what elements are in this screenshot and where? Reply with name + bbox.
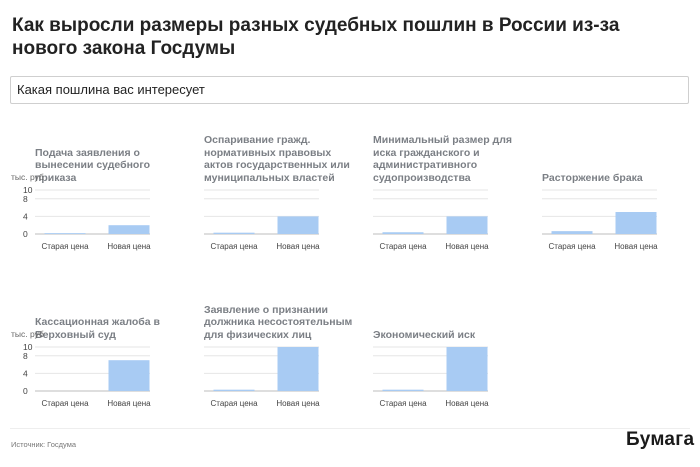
fee-type-select[interactable]: Какая пошлина вас интересует (10, 76, 689, 104)
chart-title: Подача заявления о вынесении судебного приказа (35, 146, 150, 184)
x-tick-label: Новая цена (614, 242, 658, 251)
bar (383, 390, 424, 391)
chart-plot (202, 184, 362, 274)
y-tick-label: 4 (23, 368, 28, 379)
chart-svg (202, 184, 362, 274)
y-tick-label: 4 (23, 211, 28, 222)
chart-panel (371, 124, 531, 274)
chart-panel (202, 281, 362, 431)
chart-panel (371, 281, 531, 431)
chart-svg (371, 341, 531, 431)
bar (278, 347, 319, 391)
bar (214, 233, 255, 234)
y-tick-label: 8 (23, 350, 28, 361)
bar (616, 212, 657, 234)
chart-title: Кассационная жалоба в Верховный суд (35, 316, 160, 341)
bar (447, 347, 488, 391)
x-tick-label: Старая цена (41, 399, 89, 408)
chart-title: Минимальный размер для иска гражданского и административного судопроизводства (373, 134, 513, 184)
chart-svg (540, 184, 700, 274)
x-tick-label: Новая цена (276, 242, 320, 251)
chart-title: Заявление о признании должника несостоятельным для физических лиц (204, 303, 353, 341)
y-axis-unit: тыс. руб (11, 172, 44, 182)
y-tick-label: 0 (23, 386, 28, 396)
chart-panel (540, 124, 700, 274)
bar (552, 231, 593, 234)
chart-plot (540, 184, 700, 274)
y-tick-label: 10 (23, 342, 33, 352)
bar (214, 390, 255, 391)
x-tick-label: Новая цена (107, 399, 151, 408)
x-tick-label: Новая цена (445, 242, 489, 251)
brand-logo: Бумага (626, 429, 695, 450)
x-tick-label: Старая цена (548, 242, 596, 251)
x-tick-label: Старая цена (210, 242, 258, 251)
chart-svg (11, 329, 193, 431)
chart-plot (371, 184, 531, 274)
chart-panel (202, 124, 362, 274)
chart-svg (371, 184, 531, 274)
bar (278, 216, 319, 234)
x-tick-label: Новая цена (107, 242, 151, 251)
page-title: Как выросли размеры разных судебных пошлин в России из-за нового закона Госдумы (12, 15, 620, 59)
footer-divider (10, 428, 690, 429)
chart-title: Экономический иск (373, 328, 476, 341)
chart-plot (371, 341, 531, 431)
chart-plot (202, 341, 362, 431)
bar (109, 360, 150, 391)
chart-title: Оспаривание гражд. нормативных правовых актов государственных или муниципальных властей (204, 134, 350, 184)
x-tick-label: Старая цена (379, 242, 427, 251)
chart-panel (11, 281, 193, 431)
chart-plot (11, 329, 193, 431)
bar (383, 232, 424, 234)
chart-svg (202, 341, 362, 431)
y-tick-label: 8 (23, 193, 28, 204)
chart-plot (11, 172, 193, 274)
chart-title: Расторжение брака (542, 171, 643, 184)
y-tick-label: 0 (23, 229, 28, 239)
x-tick-label: Старая цена (379, 399, 427, 408)
x-tick-label: Новая цена (445, 399, 489, 408)
x-tick-label: Старая цена (41, 242, 89, 251)
y-axis-unit: тыс. руб (11, 329, 44, 339)
x-tick-label: Старая цена (210, 399, 258, 408)
bar (447, 216, 488, 234)
x-tick-label: Новая цена (276, 399, 320, 408)
chart-panel (11, 124, 193, 274)
y-tick-label: 10 (23, 185, 33, 195)
bar (109, 225, 150, 234)
bar (45, 233, 86, 234)
chart-svg (11, 172, 193, 274)
source-note: Источник: Госдума (11, 440, 77, 449)
